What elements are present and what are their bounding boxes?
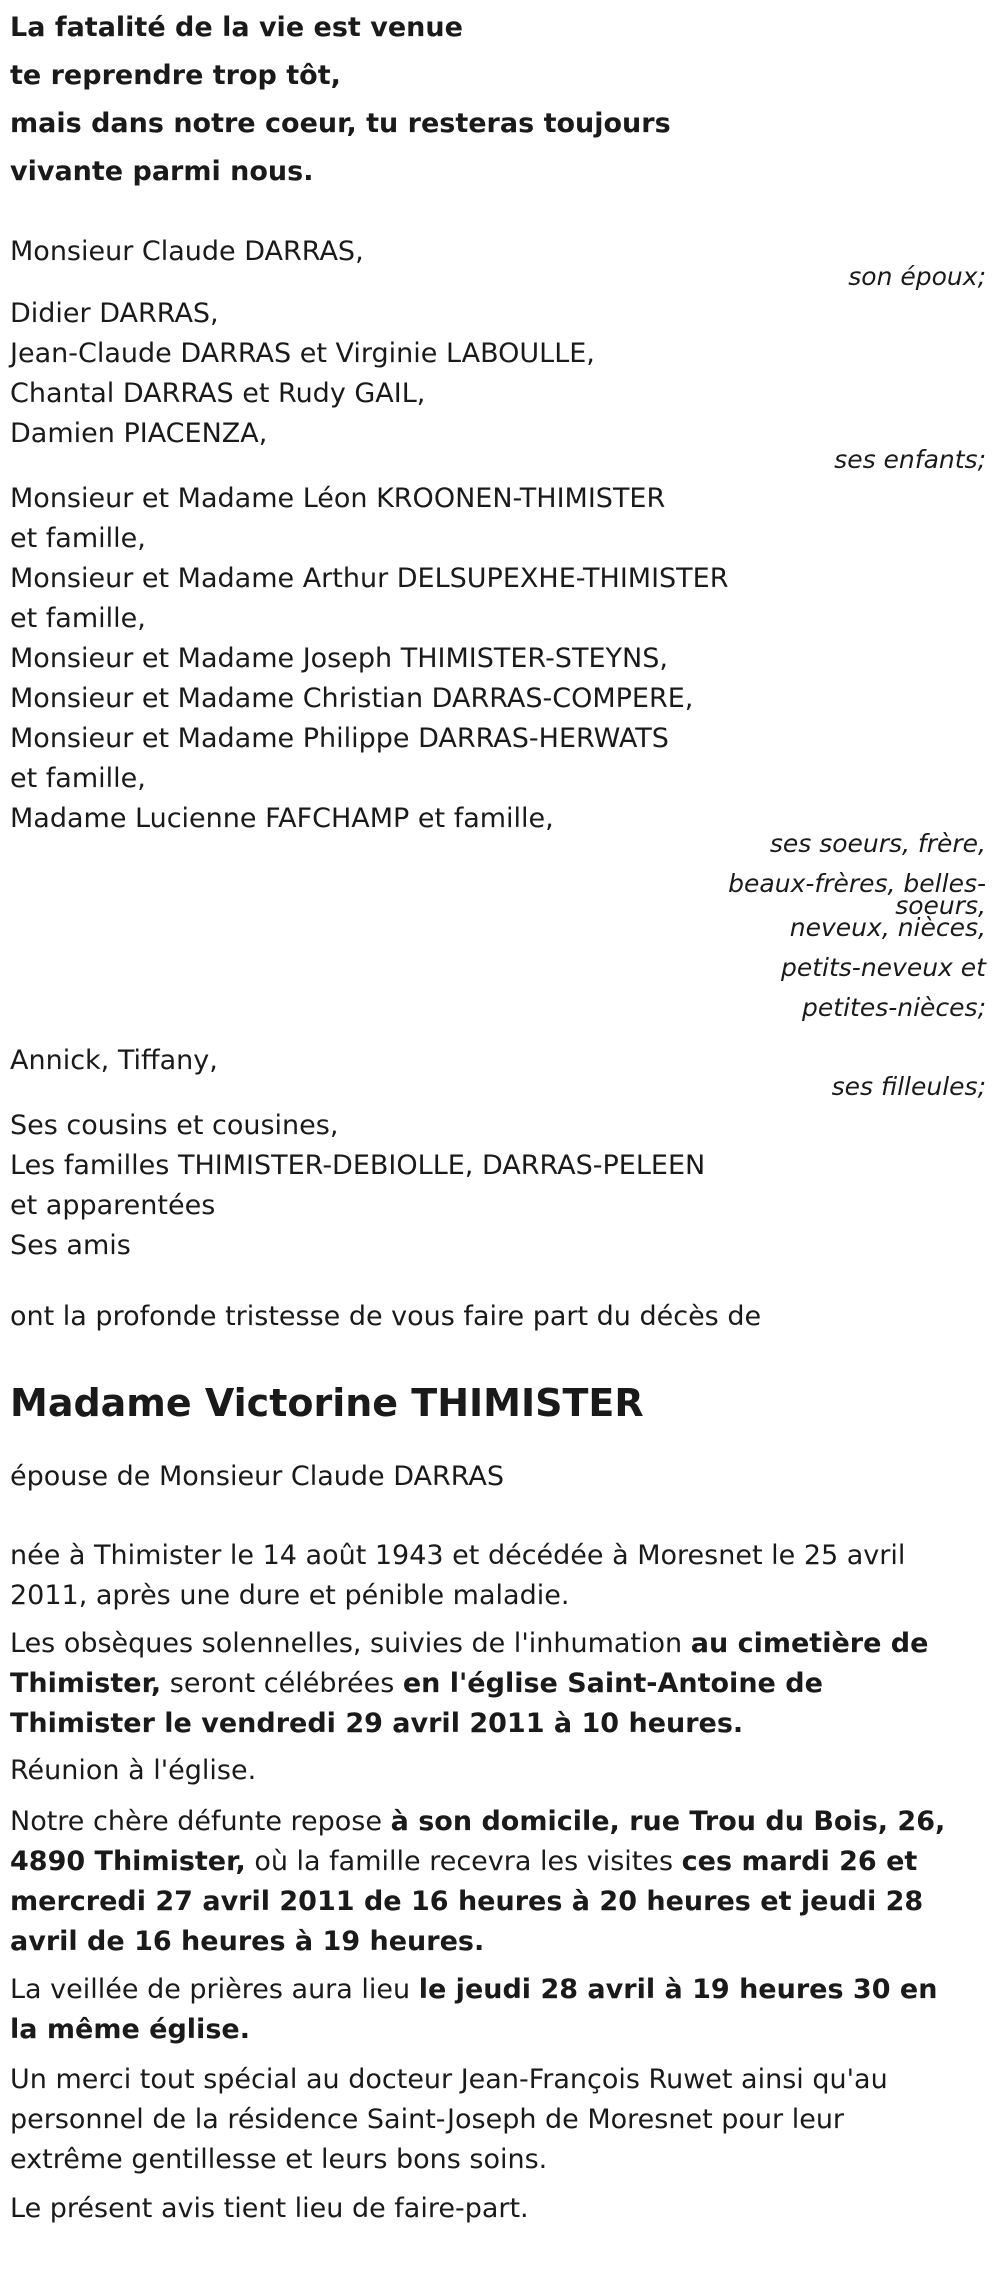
family-name-line: et apparentées (10, 1190, 216, 1221)
relation-line: ses enfants; (834, 445, 986, 474)
relation-line: ses soeurs, frère, (769, 829, 986, 858)
family-name-line: Monsieur et Madame Christian DARRAS-COMPERE, (10, 683, 694, 714)
relation-line: neveux, nièces, (789, 913, 986, 942)
vigil-paragraph (10, 1970, 965, 2050)
relation-spouse (848, 257, 986, 297)
family-name-line: Annick, Tiffany, (10, 1045, 218, 1076)
family-name-line: Les familles THIMISTER-DEBIOLLE, DARRAS-PELEEN (10, 1150, 706, 1181)
family-name-line: Monsieur et Madame Joseph THIMISTER-STEYNS, (10, 643, 668, 674)
family-name-line: Monsieur Claude DARRAS, (10, 236, 364, 267)
funeral-text: Les obsèques solennelles, suivies de l'inhumation (10, 1628, 691, 1659)
poem-line: te reprendre trop tôt, (10, 60, 341, 91)
family-name-line: Monsieur et Madame Philippe DARRAS-HERWATS (10, 723, 669, 754)
vigil-text: La veillée de prières aura lieu (10, 1974, 419, 2005)
closing-paragraph: Le présent avis tient lieu de faire-part. (10, 2193, 529, 2224)
spouse-line: épouse de Monsieur Claude DARRAS (10, 1461, 505, 1492)
relation-line: ses filleules; (831, 1072, 986, 1101)
family-name-line: Monsieur et Madame Léon KROONEN-THIMISTER (10, 483, 666, 514)
group-cousins-names (10, 1106, 705, 1266)
relation-children (834, 440, 986, 480)
funeral-paragraph (10, 1624, 965, 1744)
family-name-line: Damien PIACENZA, (10, 418, 268, 449)
family-name-line: Chantal DARRAS et Rudy GAIL, (10, 378, 426, 409)
repose-address: à son domicile, rue Trou du Bois, 26, 4890 Thimister, (10, 1806, 946, 1877)
family-name-line: Didier DARRAS, (10, 298, 219, 329)
vigil-time-place: le jeudi 28 avril à 19 heures 30 en la même église. (10, 1974, 938, 2045)
deceased-name: Madame Victorine THIMISTER (10, 1381, 644, 1425)
poem-line: vivante parmi nous. (10, 156, 314, 187)
family-name-line: Madame Lucienne FAFCHAMP et famille, (10, 803, 554, 834)
family-name-line: Monsieur et Madame Arthur DELSUPEXHE-THIMISTER (10, 563, 729, 594)
repose-paragraph (10, 1802, 965, 1962)
relation-line: beaux-frères, belles- (728, 869, 986, 898)
repose-text: où la famille recevra les visites (245, 1846, 682, 1877)
family-name-line: et famille, (10, 523, 146, 554)
relation-line: son époux; (848, 262, 986, 291)
meeting-paragraph: Réunion à l'église. (10, 1755, 257, 1786)
family-name-line: Ses amis (10, 1230, 131, 1261)
family-name-line: et famille, (10, 763, 146, 794)
funeral-text: seront célébrées (161, 1668, 403, 1699)
announcement-line: ont la profonde tristesse de vous faire part du décès de (10, 1301, 762, 1332)
repose-text: Notre chère défunte repose (10, 1806, 391, 1837)
relation-goddaughters (832, 1067, 986, 1107)
birth-death-paragraph: née à Thimister le 14 août 1943 et décédée à Moresnet le 25 avril 2011, après une dure et pénible maladie. (10, 1540, 906, 1611)
relation-siblings (728, 824, 986, 1028)
group-goddaughters-names (10, 1041, 218, 1081)
poem-verse (10, 4, 990, 196)
repose-visiting-hours: ces mardi 26 et mercredi 27 avril 2011 de 16 heures à 20 heures et jeudi 28 avril de 16 heures à 19 heures. (10, 1846, 924, 1957)
poem-line: mais dans notre coeur, tu resteras toujours (10, 108, 671, 139)
family-name-line: Jean-Claude DARRAS et Virginie LABOULLE, (10, 338, 595, 369)
funeral-church-date: en l'église Saint-Antoine de Thimister le vendredi 29 avril 2011 à 10 heures. (10, 1668, 823, 1739)
family-name-line: et famille, (10, 603, 146, 634)
poem-line: La fatalité de la vie est venue (10, 12, 463, 43)
group-siblings-names (10, 479, 729, 839)
funeral-cemetery: au cimetière de Thimister, (10, 1628, 929, 1699)
group-children-names (10, 294, 595, 454)
thanks-paragraph: Un merci tout spécial au docteur Jean-François Ruwet ainsi qu'au personnel de la résidence Saint-Joseph de Moresnet pour leur extrême gentillesse et leurs bons soins. (10, 2064, 888, 2175)
relation-line: soeurs, (895, 891, 986, 920)
relation-line: petites-nièces; (802, 993, 986, 1022)
relation-line: petits-neveux et (780, 953, 986, 982)
group-spouse-names (10, 232, 364, 272)
family-name-line: Ses cousins et cousines, (10, 1110, 339, 1141)
